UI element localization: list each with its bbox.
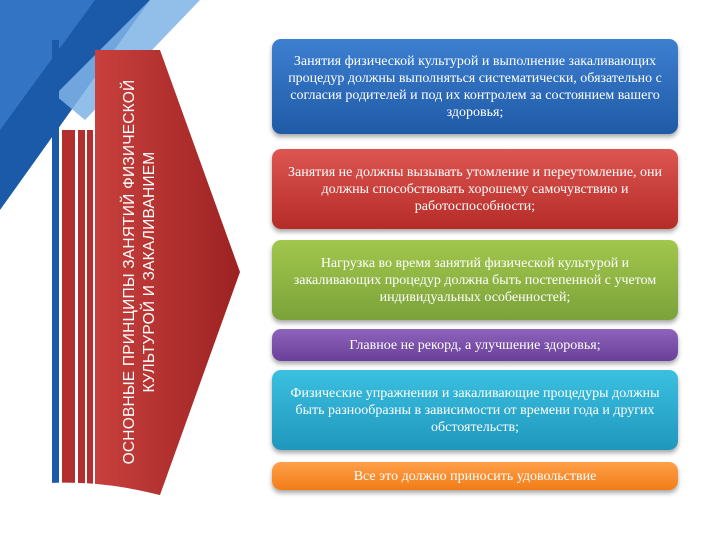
left-bar-4 <box>87 130 93 540</box>
principle-item-4: Главное не рекорд, а улучшение здоровья; <box>272 329 678 361</box>
left-bar-1 <box>52 40 59 540</box>
principle-item-3: Нагрузка во время занятий физической культурой и закаливающих процедур должна быть постепенной с учетом индивидуальных особенностей; <box>272 240 678 320</box>
left-bar-3 <box>78 130 85 540</box>
principle-item-5: Физические упражнения и закаливающие процедуры должны быть разнообразны в зависимости от времени года и других обстоятельств; <box>272 370 678 450</box>
left-bar-2 <box>62 130 75 540</box>
principle-item-6: Все это должно приносить удовольствие <box>272 462 678 490</box>
principle-item-2: Занятия не должны вызывать утомление и переутомление, они должны способствовать хорошему самочувствию и работоспособности; <box>272 149 678 229</box>
main-title: ОСНОВНЫЕ ПРИНЦИПЫ ЗАНЯТИЙ ФИЗИЧЕСКОЙ КУЛЬТУРОЙ И ЗАКАЛИВАНИЕМ <box>121 79 158 465</box>
arrow-shape <box>95 50 240 495</box>
principle-item-1: Занятия физической культурой и выполнение закаливающих процедур должны выполняться систематически, обязательно с согласия родителей и под их контролем за состоянием вашего здоровья; <box>272 39 678 134</box>
